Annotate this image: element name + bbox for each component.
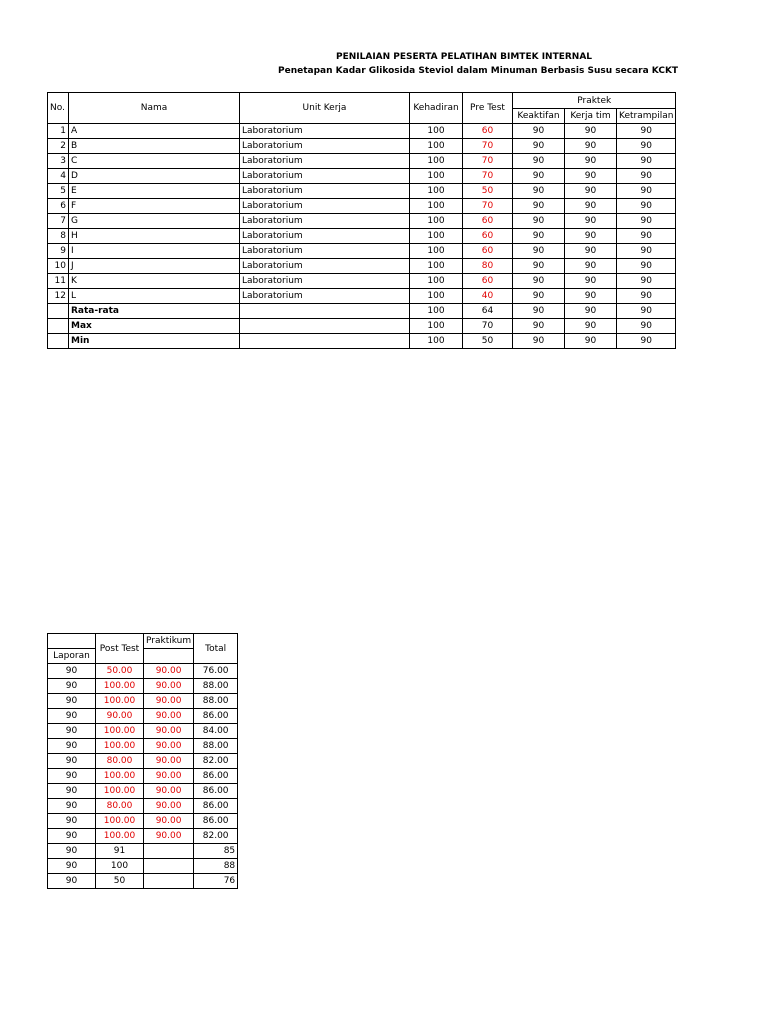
header-praktek: Praktek [513,93,676,109]
summary-row [48,844,238,859]
header-keaktifan: Keaktifan [513,109,565,124]
table-row [48,289,676,304]
cell-kerja-tim: 90 [565,229,617,244]
summary-row [48,304,676,319]
cell-keaktifan: 90 [513,334,565,349]
cell-keaktifan: 90 [513,229,565,244]
cell-praktikum: 90.00 [144,814,194,829]
cell-post-test: 100 [96,859,144,874]
cell-ketrampilan: 90 [617,289,676,304]
cell-blank [240,334,410,349]
header-kerja-tim: Kerja tim [565,109,617,124]
header-praktikum-label: Praktikum [144,634,193,649]
cell-unit-kerja: Laboratorium [240,139,410,154]
cell-laporan: 90 [48,679,96,694]
cell-pre-test: 80 [463,259,513,274]
table-row [48,709,238,724]
cell-post-test: 91 [96,844,144,859]
cell-praktikum: 90.00 [144,664,194,679]
cell-no: 11 [48,274,69,289]
cell-post-test: 100.00 [96,724,144,739]
table-row [48,274,676,289]
cell-praktikum: 90.00 [144,754,194,769]
cell-keaktifan: 90 [513,289,565,304]
cell-no: 10 [48,259,69,274]
cell-keaktifan: 90 [513,169,565,184]
cell-ketrampilan: 90 [617,139,676,154]
table-row [48,679,238,694]
table-row [48,214,676,229]
cell-ketrampilan: 90 [617,334,676,349]
table-row [48,724,238,739]
cell-post-test: 80.00 [96,799,144,814]
cell-post-test: 100.00 [96,829,144,844]
cell-nama: L [69,289,240,304]
cell-ketrampilan: 90 [617,199,676,214]
summary-row [48,319,676,334]
cell-kehadiran: 100 [410,259,463,274]
table-row [48,829,238,844]
table-row [48,229,676,244]
cell-praktikum: 90.00 [144,709,194,724]
summary-row [48,334,676,349]
cell-unit-kerja: Laboratorium [240,229,410,244]
cell-laporan: 90 [48,874,96,889]
cell-ketrampilan: 90 [617,169,676,184]
cell-pre-test: 60 [463,274,513,289]
table-row [48,169,676,184]
table-row [48,694,238,709]
cell-praktikum: 90.00 [144,739,194,754]
cell-praktikum: 90.00 [144,694,194,709]
cell-post-test: 100.00 [96,694,144,709]
cell-total: 76.00 [194,664,238,679]
cell-ketrampilan: 90 [617,214,676,229]
header-praktikum [144,634,194,664]
header-blank [48,634,96,649]
cell-laporan: 90 [48,814,96,829]
cell-kehadiran: 100 [410,184,463,199]
cell-kehadiran: 100 [410,244,463,259]
table-row [48,664,238,679]
cell-praktikum: 90.00 [144,769,194,784]
cell-total: 86.00 [194,799,238,814]
header-ketrampilan: Ketrampilan [617,109,676,124]
cell-nama: H [69,229,240,244]
cell-post-test: 100.00 [96,784,144,799]
header-pre-test: Pre Test [463,93,513,124]
cell-unit-kerja: Laboratorium [240,169,410,184]
cell-nama: C [69,154,240,169]
cell-unit-kerja: Laboratorium [240,259,410,274]
cell-kerja-tim: 90 [565,124,617,139]
cell-kerja-tim: 90 [565,244,617,259]
table-row [48,244,676,259]
cell-kehadiran: 100 [410,199,463,214]
cell-keaktifan: 90 [513,319,565,334]
cell-blank [240,304,410,319]
cell-nama: D [69,169,240,184]
cell-pre-test: 70 [463,169,513,184]
cell-post-test: 100.00 [96,814,144,829]
page-title: PENILAIAN PESERTA PELATIHAN BIMTEK INTERNAL [336,52,593,62]
cell-pre-test: 50 [463,334,513,349]
header-nama: Nama [69,93,240,124]
cell-keaktifan: 90 [513,274,565,289]
cell-kehadiran: 100 [410,304,463,319]
cell-kerja-tim: 90 [565,334,617,349]
page-subtitle: Penetapan Kadar Glikosida Steviol dalam Minuman Berbasis Susu secara KCKT [278,66,679,76]
summary-row [48,859,238,874]
cell-pre-test: 70 [463,139,513,154]
cell-nama: A [69,124,240,139]
cell-total: 86.00 [194,814,238,829]
cell-keaktifan: 90 [513,124,565,139]
header-no: No. [48,93,69,124]
cell-laporan: 90 [48,739,96,754]
header-total: Total [194,634,238,664]
cell-pre-test: 60 [463,214,513,229]
cell-praktikum: 90.00 [144,784,194,799]
cell-keaktifan: 90 [513,139,565,154]
cell-ketrampilan: 90 [617,304,676,319]
cell-pre-test: 64 [463,304,513,319]
cell-unit-kerja: Laboratorium [240,289,410,304]
cell-kerja-tim: 90 [565,289,617,304]
cell-ketrampilan: 90 [617,319,676,334]
table-row [48,769,238,784]
cell-blank [48,334,69,349]
cell-unit-kerja: Laboratorium [240,199,410,214]
cell-keaktifan: 90 [513,244,565,259]
cell-no: 9 [48,244,69,259]
cell-laporan: 90 [48,859,96,874]
cell-kehadiran: 100 [410,274,463,289]
cell-pre-test: 70 [463,199,513,214]
cell-laporan: 90 [48,724,96,739]
cell-kehadiran: 100 [410,289,463,304]
cell-kerja-tim: 90 [565,319,617,334]
cell-kerja-tim: 90 [565,169,617,184]
cell-praktikum: 90.00 [144,829,194,844]
table-row [48,754,238,769]
score-summary-table [47,633,238,889]
header-unit-kerja: Unit Kerja [240,93,410,124]
cell-no: 4 [48,169,69,184]
cell-total: 88.00 [194,739,238,754]
cell-unit-kerja: Laboratorium [240,124,410,139]
cell-kerja-tim: 90 [565,199,617,214]
cell-unit-kerja: Laboratorium [240,184,410,199]
cell-praktikum [144,859,194,874]
cell-total: 76 [194,874,238,889]
cell-no: 3 [48,154,69,169]
cell-keaktifan: 90 [513,214,565,229]
cell-kerja-tim: 90 [565,154,617,169]
cell-unit-kerja: Laboratorium [240,154,410,169]
table-row [48,199,676,214]
cell-keaktifan: 90 [513,304,565,319]
cell-ketrampilan: 90 [617,244,676,259]
cell-blank [240,319,410,334]
cell-total: 86.00 [194,769,238,784]
cell-keaktifan: 90 [513,199,565,214]
cell-nama: I [69,244,240,259]
cell-total: 86.00 [194,784,238,799]
cell-nama: B [69,139,240,154]
table-row [48,739,238,754]
cell-pre-test: 60 [463,124,513,139]
cell-kerja-tim: 90 [565,184,617,199]
cell-laporan: 90 [48,709,96,724]
cell-kerja-tim: 90 [565,259,617,274]
cell-nama: J [69,259,240,274]
cell-no: 7 [48,214,69,229]
cell-nama: G [69,214,240,229]
table-row [48,124,676,139]
table-row [48,139,676,154]
cell-unit-kerja: Laboratorium [240,274,410,289]
cell-blank [48,319,69,334]
table-row [48,799,238,814]
cell-laporan: 90 [48,799,96,814]
cell-no: 1 [48,124,69,139]
cell-total: 88.00 [194,679,238,694]
cell-total: 82.00 [194,754,238,769]
cell-kerja-tim: 90 [565,274,617,289]
cell-ketrampilan: 90 [617,274,676,289]
summary-row [48,874,238,889]
cell-kehadiran: 100 [410,229,463,244]
cell-kehadiran: 100 [410,334,463,349]
cell-praktikum: 90.00 [144,724,194,739]
table-row [48,259,676,274]
cell-pre-test: 60 [463,244,513,259]
cell-kehadiran: 100 [410,319,463,334]
header-laporan: Laporan [48,649,96,664]
cell-laporan: 90 [48,664,96,679]
cell-total: 84.00 [194,724,238,739]
cell-post-test: 50.00 [96,664,144,679]
cell-praktikum [144,844,194,859]
cell-kerja-tim: 90 [565,139,617,154]
cell-ketrampilan: 90 [617,259,676,274]
cell-laporan: 90 [48,829,96,844]
cell-blank [48,304,69,319]
cell-pre-test: 70 [463,154,513,169]
cell-laporan: 90 [48,784,96,799]
cell-label: Max [69,319,240,334]
cell-ketrampilan: 90 [617,154,676,169]
table-row [48,814,238,829]
cell-pre-test: 70 [463,319,513,334]
cell-laporan: 90 [48,754,96,769]
cell-kehadiran: 100 [410,214,463,229]
cell-laporan: 90 [48,694,96,709]
cell-total: 86.00 [194,709,238,724]
cell-kehadiran: 100 [410,154,463,169]
table-row [48,784,238,799]
cell-no: 2 [48,139,69,154]
header-kehadiran: Kehadiran [410,93,463,124]
cell-post-test: 80.00 [96,754,144,769]
cell-post-test: 90.00 [96,709,144,724]
assessment-table [47,92,676,349]
cell-pre-test: 60 [463,229,513,244]
cell-nama: K [69,274,240,289]
cell-total: 85 [194,844,238,859]
cell-unit-kerja: Laboratorium [240,214,410,229]
cell-keaktifan: 90 [513,184,565,199]
cell-post-test: 50 [96,874,144,889]
table-row [48,184,676,199]
cell-post-test: 100.00 [96,769,144,784]
cell-kehadiran: 100 [410,139,463,154]
cell-total: 82.00 [194,829,238,844]
cell-laporan: 90 [48,769,96,784]
table-row [48,154,676,169]
cell-label: Rata-rata [69,304,240,319]
cell-nama: F [69,199,240,214]
cell-pre-test: 50 [463,184,513,199]
cell-kehadiran: 100 [410,169,463,184]
cell-no: 8 [48,229,69,244]
cell-laporan: 90 [48,844,96,859]
cell-total: 88.00 [194,694,238,709]
cell-label: Min [69,334,240,349]
cell-praktikum: 90.00 [144,679,194,694]
cell-kerja-tim: 90 [565,214,617,229]
cell-no: 12 [48,289,69,304]
cell-ketrampilan: 90 [617,229,676,244]
cell-pre-test: 40 [463,289,513,304]
cell-total: 88 [194,859,238,874]
cell-nama: E [69,184,240,199]
cell-unit-kerja: Laboratorium [240,244,410,259]
header-post-test: Post Test [96,634,144,664]
cell-kerja-tim: 90 [565,304,617,319]
cell-kehadiran: 100 [410,124,463,139]
cell-keaktifan: 90 [513,154,565,169]
cell-post-test: 100.00 [96,679,144,694]
cell-post-test: 100.00 [96,739,144,754]
cell-praktikum: 90.00 [144,799,194,814]
cell-ketrampilan: 90 [617,124,676,139]
cell-no: 5 [48,184,69,199]
cell-praktikum [144,874,194,889]
cell-ketrampilan: 90 [617,184,676,199]
cell-keaktifan: 90 [513,259,565,274]
cell-no: 6 [48,199,69,214]
